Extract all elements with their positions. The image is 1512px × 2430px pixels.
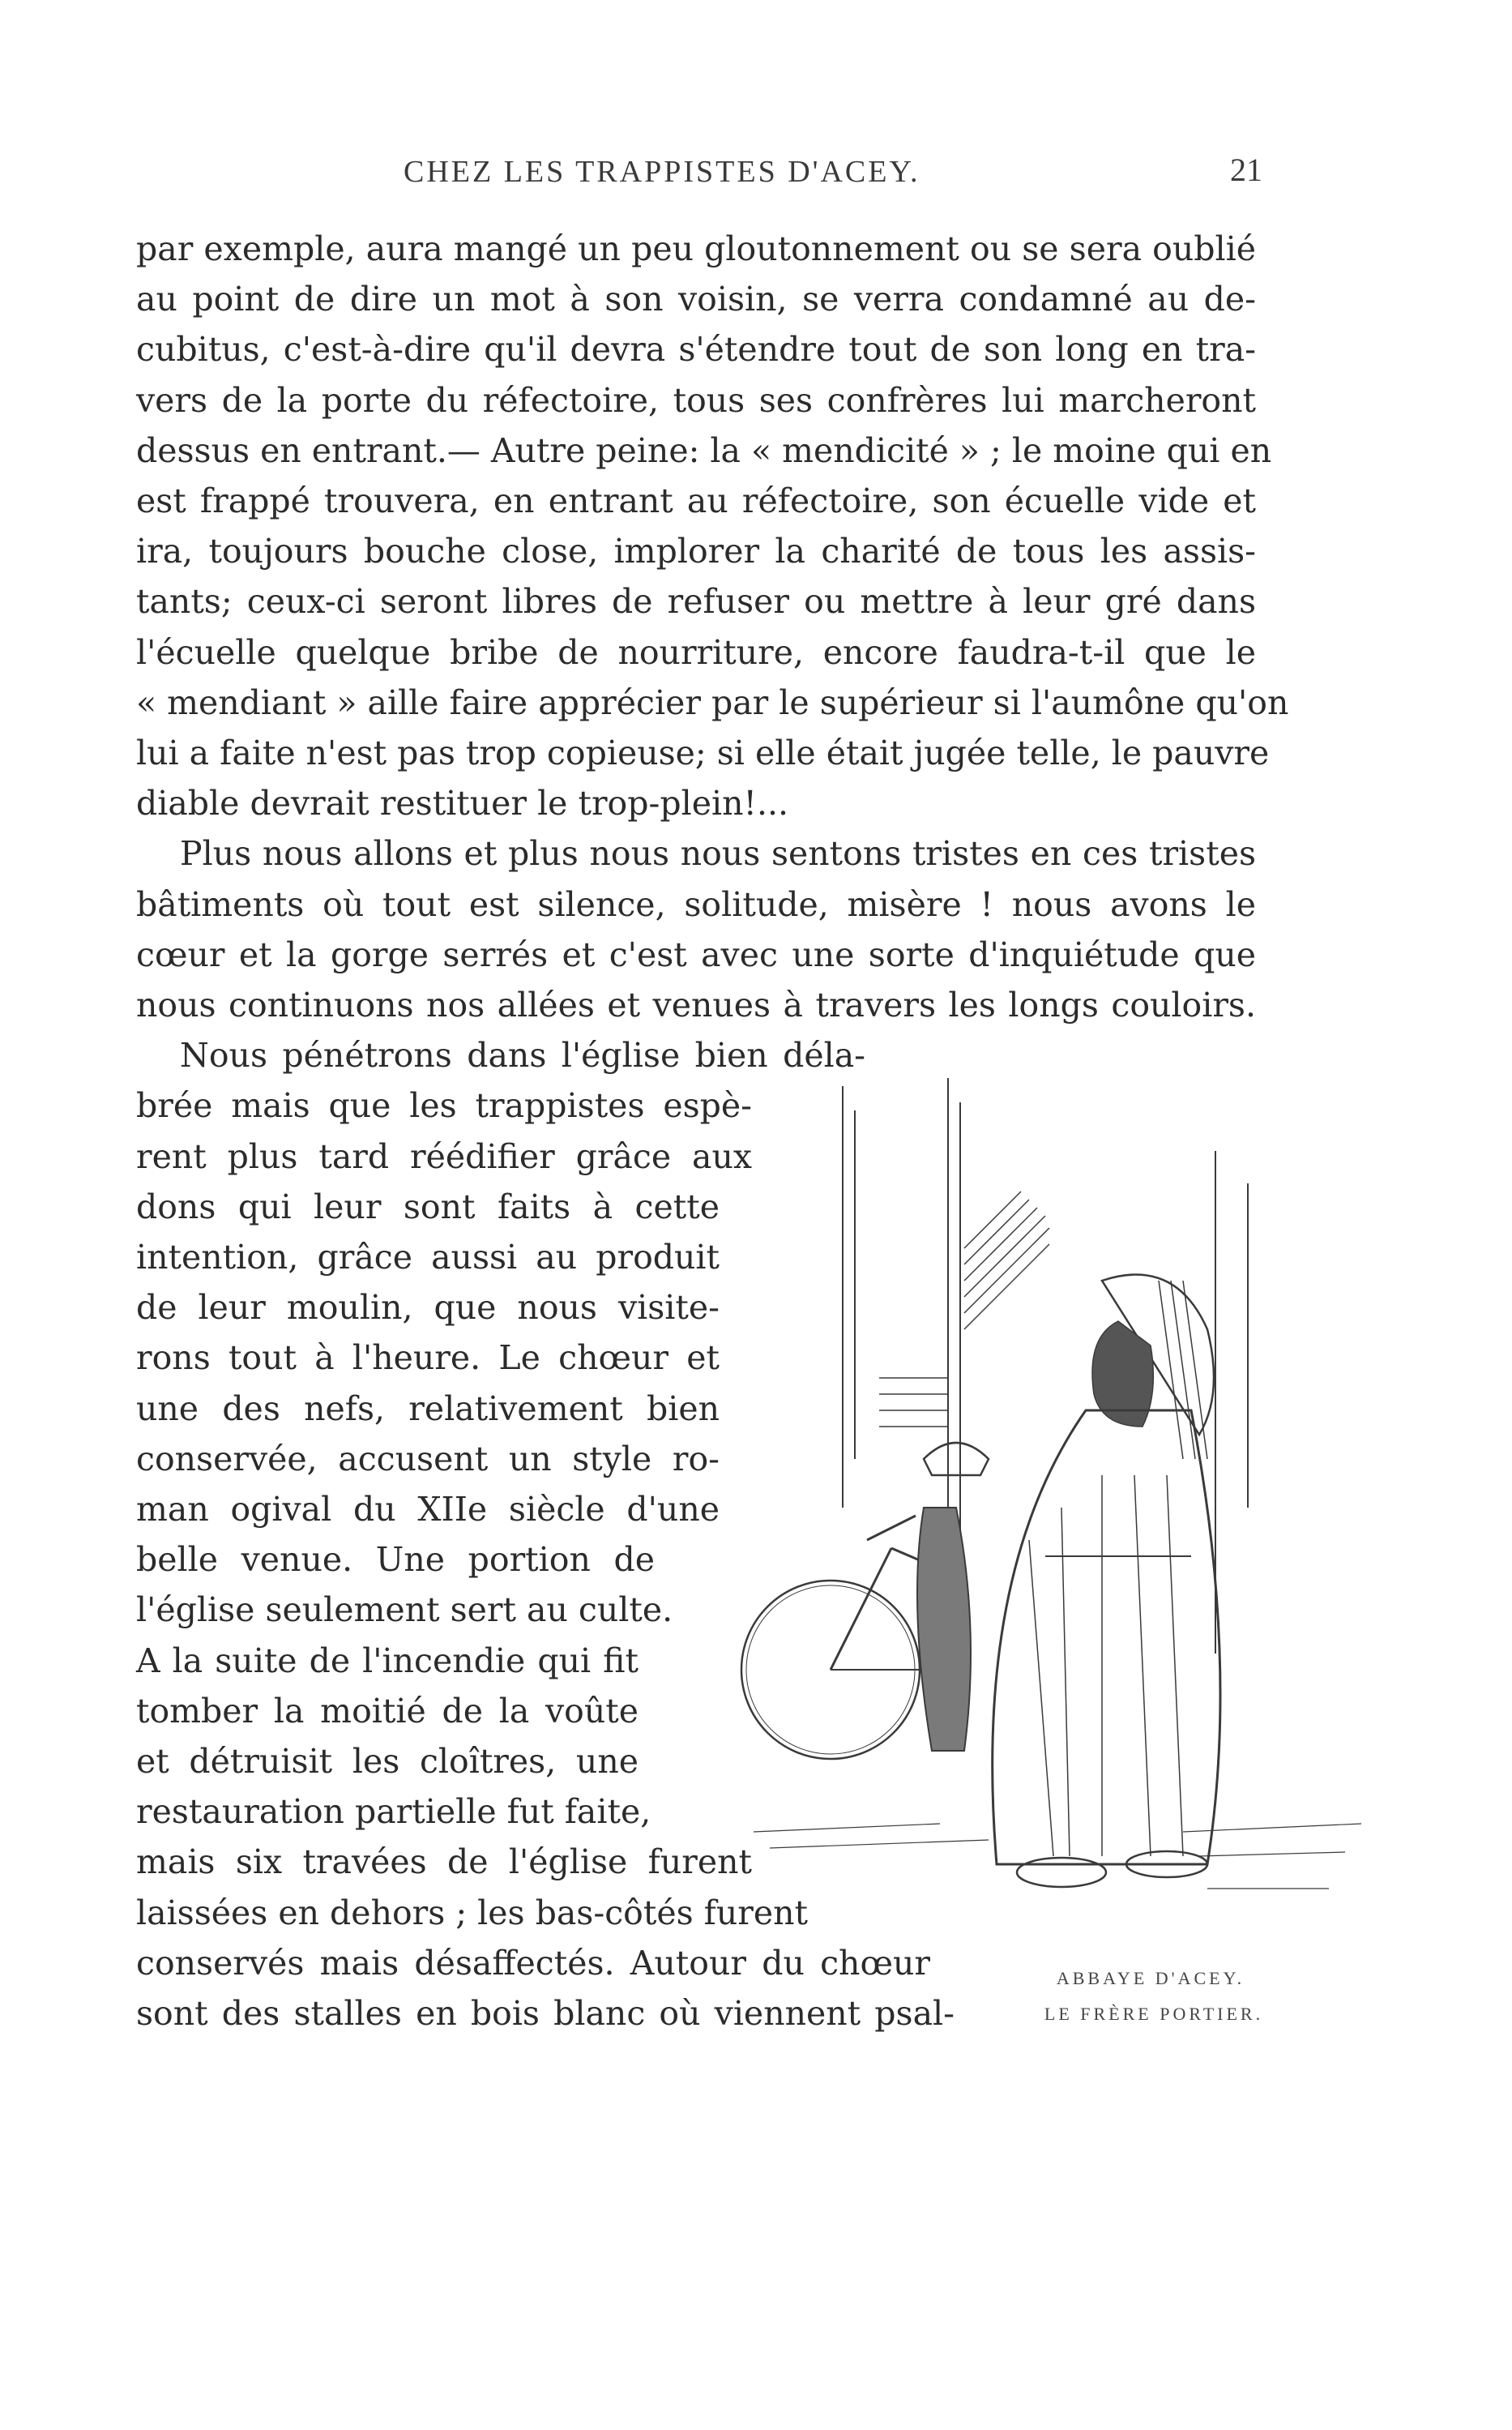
text-line: dons qui leur sont faits à cette	[136, 1187, 720, 1226]
text-line: de leur moulin, que nous visite-	[136, 1288, 720, 1328]
text-line: au point de dire un mot à son voisin, se verra condamné au de-	[136, 280, 1256, 319]
text-line: l'écuelle quelque bribe de nourriture, encore faudra-t-il que le	[136, 632, 1256, 672]
text-line: rons tout à l'heure. Le chœur et	[136, 1338, 720, 1378]
text-line: A la suite de l'incendie qui fit	[136, 1641, 639, 1680]
illustration-frere-portier	[681, 1054, 1377, 1978]
text-line: et détruisit les cloîtres, une	[136, 1742, 639, 1781]
illustration-caption-line2: LE FRÈRE PORTIER.	[1044, 2004, 1264, 2024]
text-line: restauration partielle fut faite,	[136, 1792, 651, 1832]
text-line: « mendiant » aille faire apprécier par le supérieur si l'aumône qu'on	[136, 682, 1289, 722]
text-line: l'église seulement sert au culte.	[136, 1590, 673, 1630]
text-line: est frappé trouvera, en entrant au réfectoire, son écuelle vide et	[136, 481, 1256, 520]
text-line: tants; ceux-ci seront libres de refuser ou mettre à leur gré dans	[136, 582, 1256, 622]
text-line: nous continuons nos allées et venues à travers les longs couloirs.	[136, 986, 1256, 1025]
running-head: CHEZ LES TRAPPISTES D'ACEY.	[404, 155, 920, 189]
page-number: 21	[1230, 152, 1262, 188]
text-line: ira, toujours bouche close, implorer la charité de tous les assis-	[136, 532, 1256, 571]
text-line: cubitus, c'est-à-dire qu'il devra s'étendre tout de son long en tra-	[136, 330, 1256, 370]
text-line: conservée, accusent un style ro-	[136, 1439, 720, 1478]
text-line: rent plus tard réédifier grâce aux	[136, 1136, 752, 1176]
text-line: dessus en entrant.— Autre peine: la « mendicité » ; le moine qui en	[136, 430, 1272, 470]
illustration-caption-line1: ABBAYE D'ACEY.	[1056, 1968, 1245, 1988]
text-line: diable devrait restituer le trop-plein!...	[136, 784, 789, 824]
text-line: tomber la moitié de la voûte	[136, 1691, 639, 1731]
text-line: intention, grâce aussi au produit	[136, 1238, 720, 1277]
text-line: Nous pénétrons dans l'église bien déla-	[180, 1036, 865, 1076]
text-line: vers de la porte du réfectoire, tous ses confrères lui marcheront	[136, 380, 1256, 420]
text-line: Plus nous allons et plus nous nous sentons tristes en ces tristes	[180, 834, 1256, 874]
text-line: man ogival du XIIe siècle d'une	[136, 1490, 720, 1529]
text-line: belle venue. Une portion de	[136, 1540, 655, 1580]
text-line: une des nefs, relativement bien	[136, 1388, 720, 1428]
text-line: bâtiments où tout est silence, solitude, misère ! nous avons le	[136, 884, 1256, 924]
text-line: sont des stalles en bois blanc où viennent psal-	[136, 1994, 955, 2033]
text-line: conservés mais désaffectés. Autour du chœur	[136, 1943, 930, 1983]
text-line: par exemple, aura mangé un peu gloutonnement ou se sera oublié	[136, 229, 1256, 268]
text-line: brée mais que les trappistes espè-	[136, 1086, 752, 1126]
text-line: laissées en dehors ; les bas-côtés furent	[136, 1893, 808, 1932]
text-line: cœur et la gorge serrés et c'est avec une sorte d'inquiétude que	[136, 935, 1256, 974]
text-line: lui a faite n'est pas trop copieuse; si elle était jugée telle, le pauvre	[136, 734, 1270, 772]
text-line: mais six travées de l'église furent	[136, 1842, 752, 1882]
